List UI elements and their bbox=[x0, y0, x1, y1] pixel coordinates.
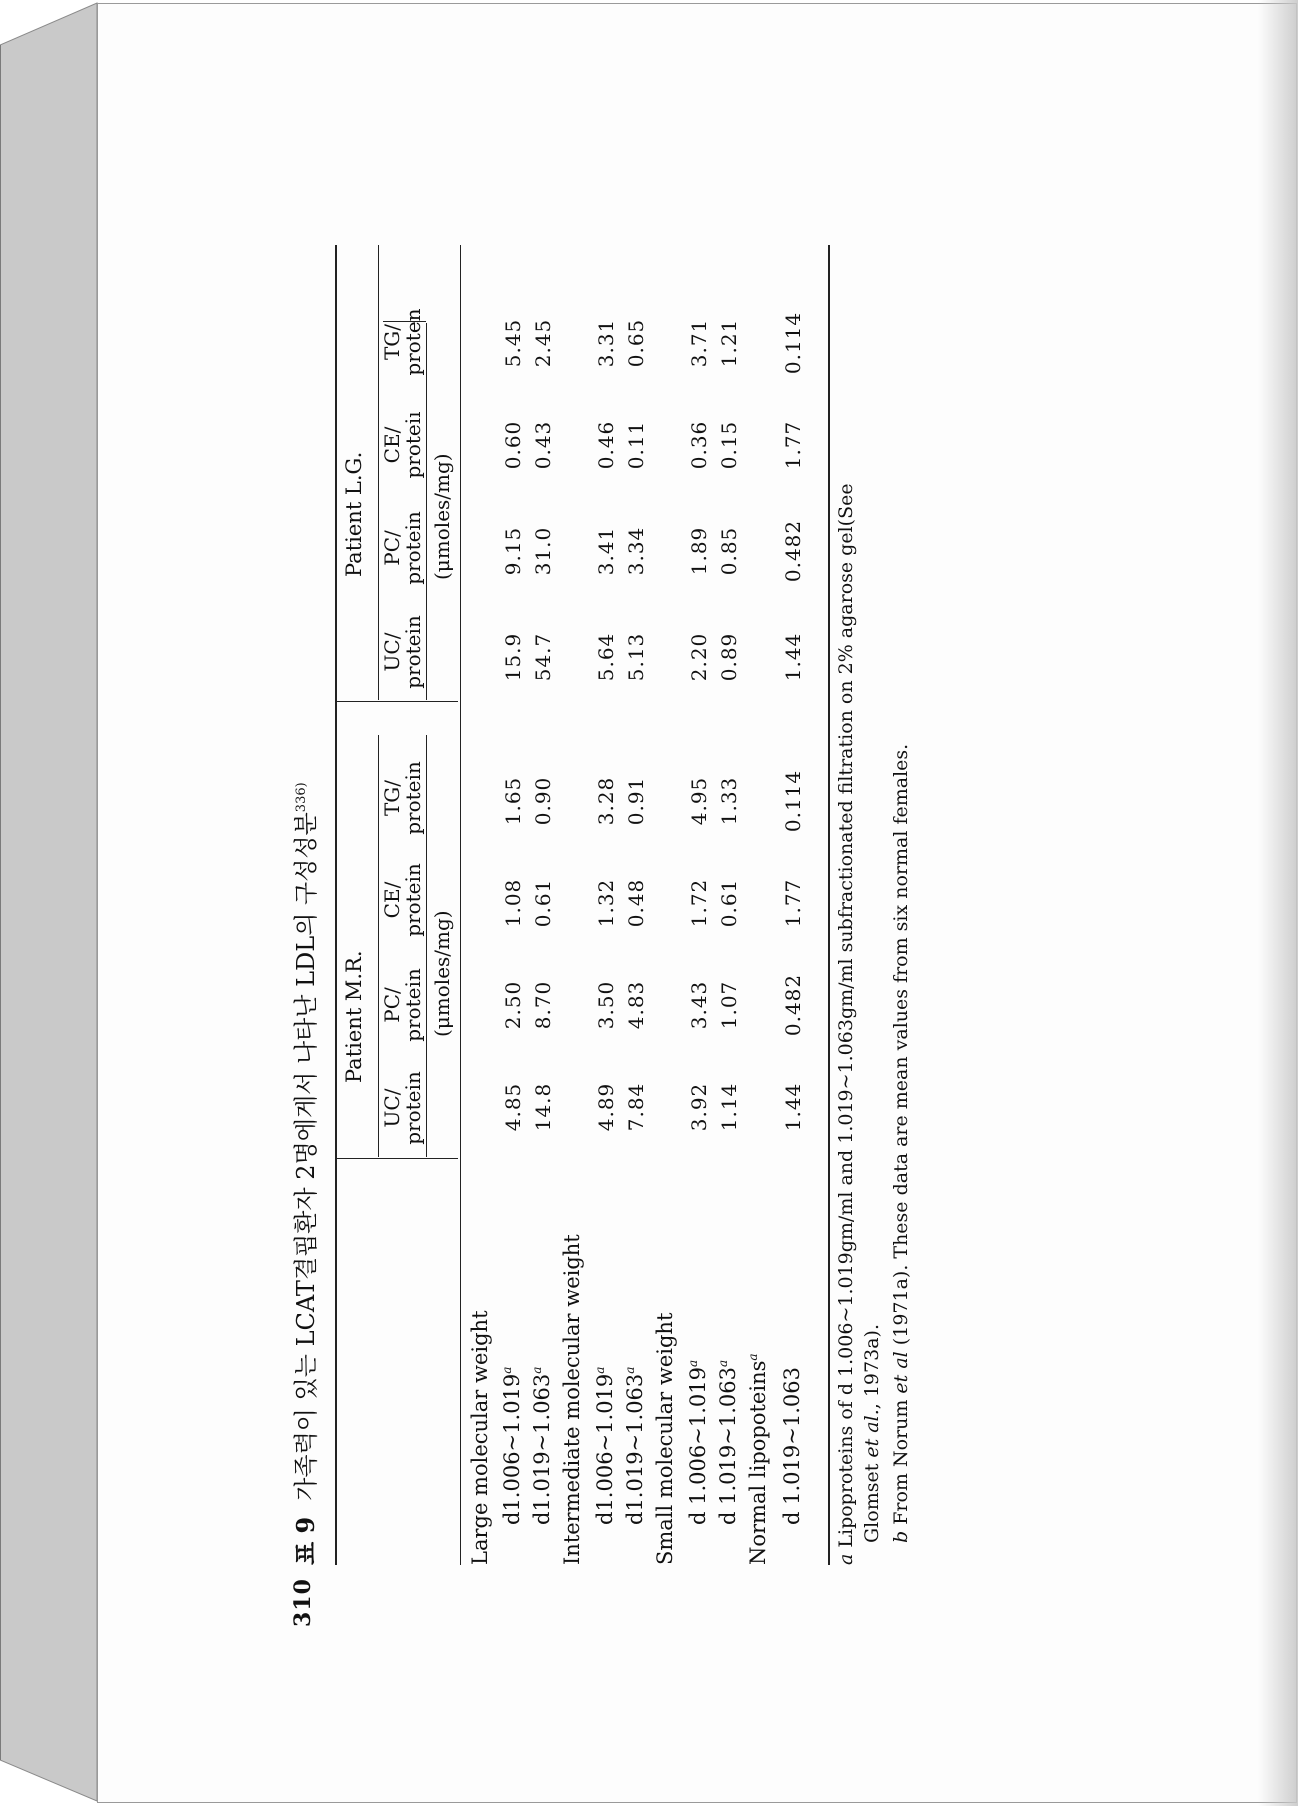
row-label-text: Intermediate molecular weight bbox=[560, 1234, 584, 1565]
row-label-footnote-marker: a bbox=[593, 1366, 607, 1374]
table-cell: 0.11 bbox=[624, 420, 648, 470]
table-cell: 15.9 bbox=[501, 632, 525, 682]
column-header-top: UC/ bbox=[380, 1088, 404, 1128]
row-label-text: Small molecular weight bbox=[653, 1312, 677, 1565]
table-cell: 1.72 bbox=[687, 878, 711, 928]
table-cell: 0.48 bbox=[624, 878, 648, 928]
footnote-a-cont bbox=[861, 1324, 883, 1543]
footnote-a-author: Glomset bbox=[861, 1463, 883, 1543]
column-header bbox=[382, 753, 424, 843]
header-divider bbox=[335, 1158, 458, 1159]
column-header-top: UC/ bbox=[380, 632, 404, 672]
footnote-b-marker: b bbox=[890, 1530, 912, 1543]
column-header bbox=[382, 1063, 424, 1153]
row-category-label bbox=[653, 1313, 677, 1565]
rotated-table-content bbox=[290, 180, 970, 1627]
column-header bbox=[382, 855, 424, 945]
footnote-a-etal: et al. bbox=[861, 1409, 883, 1458]
table-cell: 1.44 bbox=[781, 632, 805, 682]
column-header bbox=[382, 503, 424, 593]
table-cell: 3.92 bbox=[687, 1082, 711, 1132]
column-header-bottom: protein bbox=[401, 761, 425, 835]
row-label-footnote-marker: a bbox=[623, 1366, 637, 1374]
table-cell: 0.85 bbox=[717, 526, 741, 576]
row-label-text: d 1.019~1.063 bbox=[780, 1367, 804, 1525]
units-rule-lg bbox=[426, 323, 427, 700]
table-cell: 0.61 bbox=[717, 878, 741, 928]
table-cell: 1.33 bbox=[717, 776, 741, 826]
table-label: 표 9 bbox=[291, 1516, 320, 1565]
table-cell: 14.8 bbox=[531, 1082, 555, 1132]
row-label-text: d 1.006~1.019 bbox=[686, 1367, 710, 1525]
column-header bbox=[382, 400, 424, 490]
table-cell: 0.482 bbox=[781, 519, 805, 583]
row-label bbox=[500, 1367, 524, 1525]
table-cell: 0.43 bbox=[531, 420, 555, 470]
table-bottom-rule bbox=[828, 245, 830, 1565]
table-cell: 1.14 bbox=[717, 1082, 741, 1132]
units-rule-mr bbox=[426, 735, 427, 1157]
column-header-top: PC/ bbox=[380, 987, 404, 1023]
row-label-text: Normal lipopoteins bbox=[746, 1360, 770, 1565]
row-label-text: d1.006~1.019 bbox=[500, 1373, 524, 1525]
column-header-top: PC/ bbox=[380, 530, 404, 566]
table-cell: 0.91 bbox=[624, 776, 648, 826]
row-label-text: Large molecular weight bbox=[468, 1310, 492, 1565]
column-header-bottom: proten bbox=[401, 308, 425, 376]
table-cell: 0.60 bbox=[501, 420, 525, 470]
table-cell: 0.65 bbox=[624, 318, 648, 368]
column-header-bottom: protein bbox=[401, 511, 425, 585]
footnote-a-year: , 1973a). bbox=[861, 1324, 883, 1410]
table-cell: 0.114 bbox=[781, 769, 805, 833]
table-cell: 3.43 bbox=[687, 980, 711, 1030]
footnote-b-text: (1971a). These data are mean values from six normal females. bbox=[890, 743, 912, 1346]
row-category-label bbox=[560, 1234, 584, 1565]
row-label-text: d1.019~1.063 bbox=[623, 1373, 647, 1525]
table-cell: 4.89 bbox=[594, 1082, 618, 1132]
row-label-text: d1.006~1.019 bbox=[593, 1373, 617, 1525]
table-cell: 3.41 bbox=[594, 526, 618, 576]
table-cell: 4.95 bbox=[687, 776, 711, 826]
column-header-top: CE/ bbox=[380, 426, 404, 464]
table-cell: 9.15 bbox=[501, 526, 525, 576]
units-label-lg: (μmoles/mg) bbox=[430, 453, 454, 580]
footnote-b bbox=[890, 744, 912, 1543]
table-cell: 1.89 bbox=[687, 526, 711, 576]
table-cell: 31.0 bbox=[531, 526, 555, 576]
row-category-label bbox=[746, 1353, 770, 1565]
table-cell: 1.07 bbox=[717, 980, 741, 1030]
header-bottom-rule bbox=[460, 245, 461, 1565]
row-label bbox=[623, 1367, 647, 1525]
column-header bbox=[382, 607, 424, 697]
column-header-bottom: protein bbox=[401, 968, 425, 1042]
column-header-bottom: protein bbox=[401, 615, 425, 689]
table-cell: 1.77 bbox=[781, 878, 805, 928]
table-cell: 2.50 bbox=[501, 980, 525, 1030]
caption-reference: 336) bbox=[294, 782, 309, 813]
row-label bbox=[686, 1360, 710, 1525]
units-label-mr: (μmoles/mg) bbox=[430, 910, 454, 1037]
column-header-bottom: protein bbox=[401, 863, 425, 937]
row-label-footnote-marker: a bbox=[500, 1366, 514, 1374]
column-header-top: TG/ bbox=[380, 323, 404, 361]
table-cell: 3.28 bbox=[594, 776, 618, 826]
table-cell: 1.65 bbox=[501, 776, 525, 826]
table-cell: 1.77 bbox=[781, 420, 805, 470]
footnote-a-text: Lipoproteins of d 1.006~1.019gm/ml and 1.019~1.063gm/ml subfractionated filtration on 2% agarose gel(See bbox=[835, 483, 857, 1548]
table-cell: 2.45 bbox=[531, 318, 555, 368]
table-cell: 4.85 bbox=[501, 1082, 525, 1132]
table-cell: 5.13 bbox=[624, 632, 648, 682]
table-cell: 3.71 bbox=[687, 318, 711, 368]
group-rule-mr bbox=[378, 735, 379, 1157]
row-label bbox=[716, 1360, 740, 1525]
table-cell: 5.64 bbox=[594, 632, 618, 682]
table-cell: 0.114 bbox=[781, 311, 805, 375]
table-cell: 3.31 bbox=[594, 318, 618, 368]
table-cell: 3.50 bbox=[594, 980, 618, 1030]
table-cell: 0.61 bbox=[531, 878, 555, 928]
table-cell: 7.84 bbox=[624, 1082, 648, 1132]
row-label-footnote-marker: a bbox=[530, 1366, 544, 1374]
page-number: 310 bbox=[290, 1578, 316, 1627]
row-label bbox=[530, 1367, 554, 1525]
footnote-b-etal: et al bbox=[890, 1351, 912, 1394]
row-label-footnote-marker: a bbox=[716, 1359, 730, 1368]
footnote-a-marker: a bbox=[835, 1553, 857, 1565]
table-cell: 8.70 bbox=[531, 980, 555, 1030]
column-header-top: CE/ bbox=[380, 881, 404, 919]
table-cell: 3.34 bbox=[624, 526, 648, 576]
column-header-bottom: protein bbox=[401, 1071, 425, 1145]
row-label bbox=[593, 1367, 617, 1525]
table-cell: 0.36 bbox=[687, 420, 711, 470]
table-cell: 1.08 bbox=[501, 878, 525, 928]
footnote-a bbox=[835, 483, 857, 1565]
column-header-bottom: proteiı bbox=[401, 411, 425, 479]
table-cell: 0.482 bbox=[781, 973, 805, 1037]
table-cell: 0.46 bbox=[594, 420, 618, 470]
table-top-rule bbox=[335, 245, 337, 1565]
footnote-b-author: From Norum bbox=[890, 1399, 912, 1525]
column-header bbox=[382, 297, 424, 387]
column-header-top: TG/ bbox=[380, 779, 404, 817]
row-label-text: d1.019~1.063 bbox=[530, 1373, 554, 1525]
row-label-text: d 1.019~1.063 bbox=[716, 1367, 740, 1525]
table-caption-text: 가족력이 있는 LCAT결핍환자 2명에게서 나타난 LDL의 구성성분 bbox=[292, 812, 320, 1501]
table-cell: 0.90 bbox=[531, 776, 555, 826]
table-cell: 54.7 bbox=[531, 632, 555, 682]
row-label-footnote-marker: a bbox=[686, 1359, 700, 1368]
table-cell: 4.83 bbox=[624, 980, 648, 1030]
table-cell: 2.20 bbox=[687, 632, 711, 682]
table-cell: 1.32 bbox=[594, 878, 618, 928]
table-cell: 0.89 bbox=[717, 632, 741, 682]
row-category-label bbox=[468, 1310, 492, 1565]
header-divider bbox=[335, 701, 458, 702]
group-rule-lg bbox=[378, 245, 379, 700]
row-label bbox=[780, 1367, 804, 1525]
page-edge-shadow bbox=[1258, 0, 1298, 1806]
column-header bbox=[382, 960, 424, 1050]
group-header-lg: Patient L.G. bbox=[342, 451, 366, 577]
group-header-mr: Patient M.R. bbox=[342, 950, 366, 1083]
table-cell: 1.21 bbox=[717, 318, 741, 368]
header-divider bbox=[383, 321, 426, 322]
table-cell: 5.45 bbox=[501, 318, 525, 368]
row-label-footnote-marker: a bbox=[746, 1353, 760, 1361]
table-cell: 0.15 bbox=[717, 420, 741, 470]
table-caption bbox=[286, 782, 321, 1565]
table-cell: 1.44 bbox=[781, 1082, 805, 1132]
